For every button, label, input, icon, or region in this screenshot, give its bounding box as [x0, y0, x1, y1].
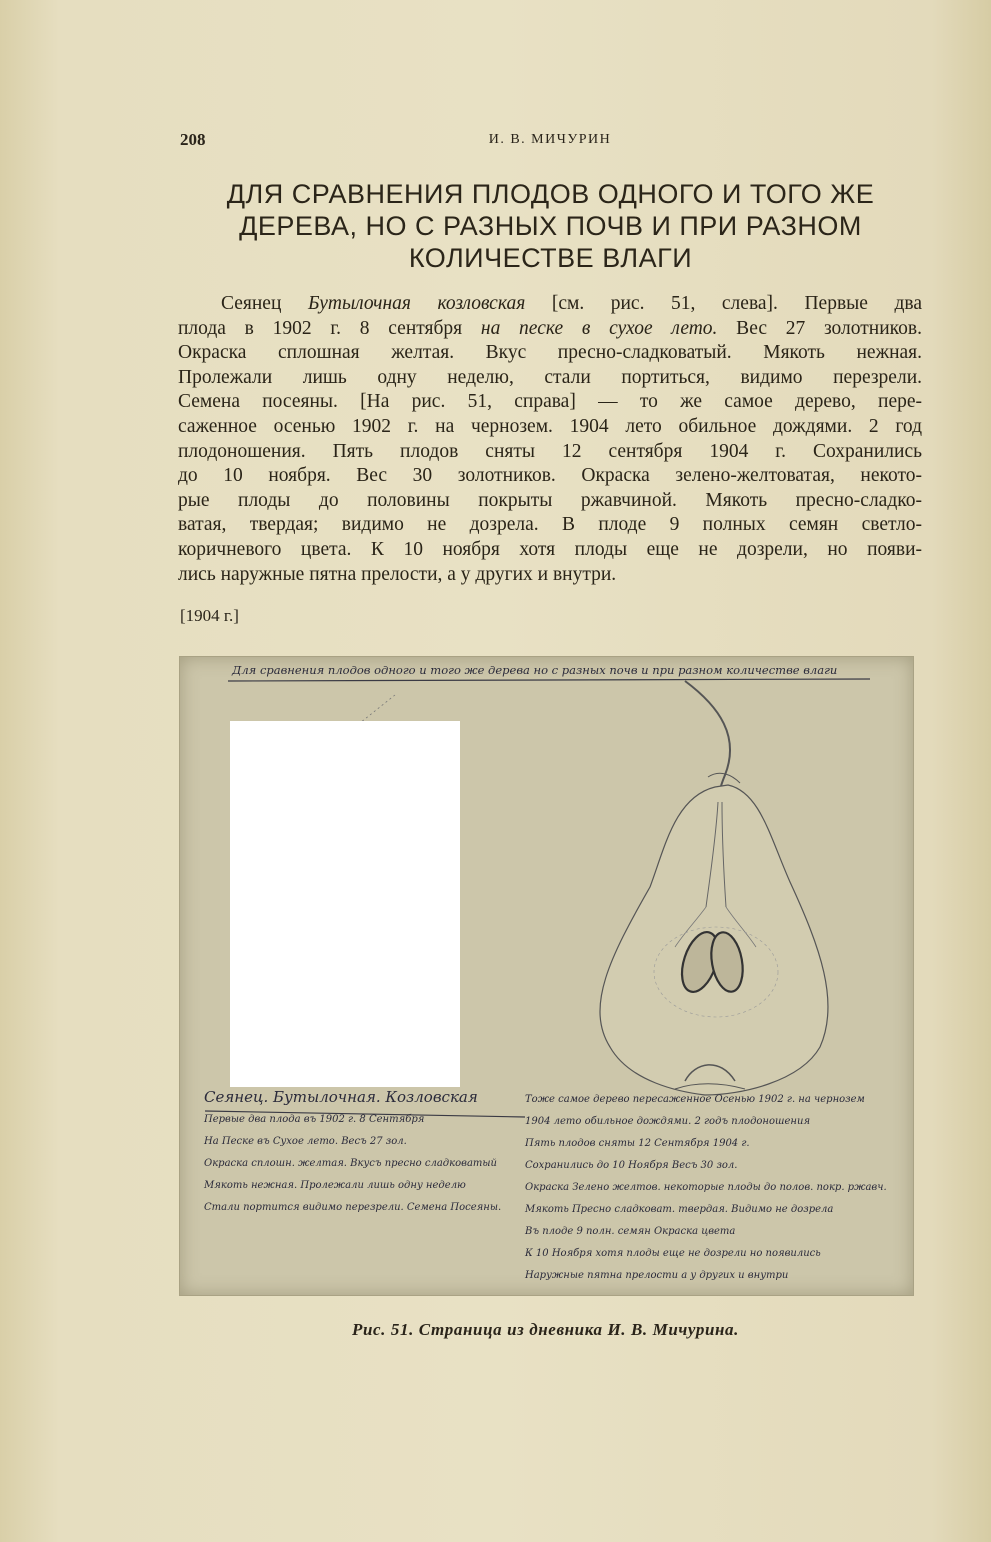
body-line	[178, 538, 922, 563]
body-line	[178, 317, 922, 342]
body-text-run: лись наружные пятна прелости, а у других и внутри.	[178, 563, 617, 585]
italic-run: Бутылочная козловская	[307, 293, 526, 314]
body-text-run: Окраска сплошная желтая. Вкус пресно-сладковатый. Мякоть нежная.	[178, 342, 922, 364]
title-underline	[228, 679, 870, 681]
heading-line: ДЕРЕВА, НО С РАЗНЫХ ПОЧВ И ПРИ РАЗНОМ	[239, 211, 862, 241]
body-line	[178, 366, 922, 391]
note-line: Пять плодов сняты 12 Сентября 1904 г.	[525, 1138, 750, 1149]
body-line	[178, 390, 922, 415]
figure-caption: Рис. 51. Страница из дневника И. В. Мичурина.	[352, 1320, 739, 1339]
note-line: Окраска Зелено желтов. некоторые плоды до полов. покр. ржавч.	[525, 1182, 887, 1193]
note-line: 1904 лето обильное дождями. 2 годъ плодоношения	[525, 1116, 811, 1127]
note-line: К 10 Ноября хотя плоды еще не дозрели но появились	[525, 1248, 821, 1259]
heading-line: КОЛИЧЕСТВЕ ВЛАГИ	[408, 243, 693, 273]
body-text-run: плодоношения. Пять плодов сняты 12 сентября 1904 г. Сохранились	[178, 440, 922, 462]
left-notes	[204, 1085, 514, 1219]
note-line: Окраска сплошн. желтая. Вкусъ пресно сладковатый	[204, 1158, 497, 1169]
body-line	[178, 341, 922, 366]
section-heading	[178, 178, 923, 274]
body-line	[178, 513, 922, 538]
diary-figure	[179, 656, 914, 1296]
note-line: На Песке въ Сухое лето. Весъ 27 зол.	[204, 1136, 407, 1147]
blank-region	[230, 721, 460, 1087]
body-line	[178, 415, 922, 440]
body-text-run: рые плоды до половины покрыты ржавчиной. Мякоть пресно-сладко-	[178, 489, 922, 511]
note-line: Первые два плода въ 1902 г. 8 Сентября	[204, 1114, 425, 1125]
note-line: Стали портится видимо перезрели. Семена Посеяны.	[204, 1202, 502, 1213]
running-title: И. В. МИЧУРИН	[488, 132, 612, 147]
figure-handwritten-title: Для сравнения плодов одного и того же дерева но с разных почв и при разном количестве влаги	[232, 663, 838, 677]
note-line: Наружные пятна прелости а у других и внутри	[525, 1270, 789, 1281]
body-text-run: до 10 ноября. Вес 30 золотников. Окраска зелено-желтоватая, некото-	[178, 465, 922, 487]
body-line	[178, 440, 922, 465]
body-text-run: ватая, твердая; видимо не дозрела. В плоде 9 полных семян светло-	[178, 514, 922, 536]
body-line	[178, 292, 922, 317]
italic-run: на песке в сухое лето.	[480, 317, 718, 339]
running-head	[180, 130, 920, 154]
note-line: Тоже самое дерево пересаженное Осенью 1902 г. на чернозем	[525, 1094, 865, 1105]
note-line: Мякоть нежная. Пролежали лишь одну неделю	[204, 1180, 466, 1191]
body-line	[178, 563, 922, 588]
body-line	[178, 464, 922, 489]
note-line: Мякоть Пресно сладковат. твердая. Видимо не дозрела	[525, 1204, 834, 1215]
body-text-run: плода в 1902 г. 8 сентября	[178, 317, 481, 339]
date-note: [1904 г.]	[180, 606, 239, 625]
left-notes-head: Сеянец. Бутылочная. Козловская	[204, 1088, 478, 1106]
heading-line: ДЛЯ СРАВНЕНИЯ ПЛОДОВ ОДНОГО И ТОГО ЖЕ	[226, 179, 875, 209]
page-number: 208	[180, 130, 206, 149]
body-text-run: Пролежали лишь одну неделю, стали портиться, видимо перезрели.	[178, 366, 922, 388]
right-notes	[525, 1089, 910, 1287]
note-line: Въ плоде 9 полн. семян Окраска цвета	[525, 1226, 736, 1237]
body-text-run: Вес 27 золотников.	[717, 317, 922, 339]
note-line: Сохранились до 10 Ноября Весъ 30 зол.	[525, 1160, 738, 1171]
body-line	[178, 489, 922, 514]
body-paragraph	[178, 292, 922, 587]
body-text-run: саженное осенью 1902 г. на чернозем. 1904 лето обильное дождями. 2 год	[178, 415, 922, 437]
body-text-run: Сеянец	[221, 293, 308, 314]
body-text-run: [см. рис. 51, слева]. Первые два	[525, 293, 922, 314]
body-text-run: Семена посеяны. [На рис. 51, справа] — то же самое дерево, пере-	[178, 391, 922, 413]
body-text-run: коричневого цвета. К 10 ноября хотя плоды еще не дозрели, но появи-	[178, 538, 922, 560]
